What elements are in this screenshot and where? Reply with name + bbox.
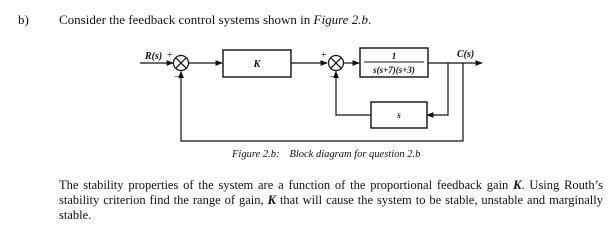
paragraph-part-1: The stability properties of the system are a function of the proportional feedback gain	[59, 178, 514, 192]
sum1-plus-sign: +	[167, 50, 173, 61]
plant-denominator: s(s+7)(s+3)	[373, 65, 415, 75]
intro-text: Consider the feedback control systems shown in	[59, 12, 314, 27]
gain-block-label: K	[253, 59, 261, 70]
sum2-minus-sign: −	[329, 72, 335, 83]
plant-numerator: 1	[391, 51, 397, 61]
summing-junction-1	[174, 56, 189, 71]
sum2-plus-sign: +	[321, 50, 327, 61]
figure-caption	[232, 149, 420, 160]
output-label: C(s)	[457, 49, 475, 60]
paragraph-part-3: that will cause the system to be stable, unstable and marginally stable.	[59, 193, 603, 222]
sum1-minus-sign: −	[174, 72, 180, 83]
inner-feedback-path	[427, 63, 448, 115]
inner-feedback-return	[336, 72, 371, 116]
feedback-block-label: s	[397, 110, 401, 120]
gain-symbol-1: K	[513, 178, 522, 192]
paragraph-part-2: . Using Routh’s stability criterion find the range of gain,	[59, 178, 603, 207]
gain-symbol-2: K	[267, 193, 276, 207]
intro-period: .	[367, 12, 372, 27]
caption-number: Figure 2.b:	[232, 149, 280, 160]
caption-text: Block diagram for question 2.b	[289, 149, 421, 160]
question-label: b)	[18, 12, 29, 27]
figure-reference: Figure 2.b	[313, 12, 368, 27]
question-paragraph	[59, 178, 603, 223]
summing-junction-2	[329, 56, 344, 71]
input-label: R(s)	[145, 51, 163, 62]
